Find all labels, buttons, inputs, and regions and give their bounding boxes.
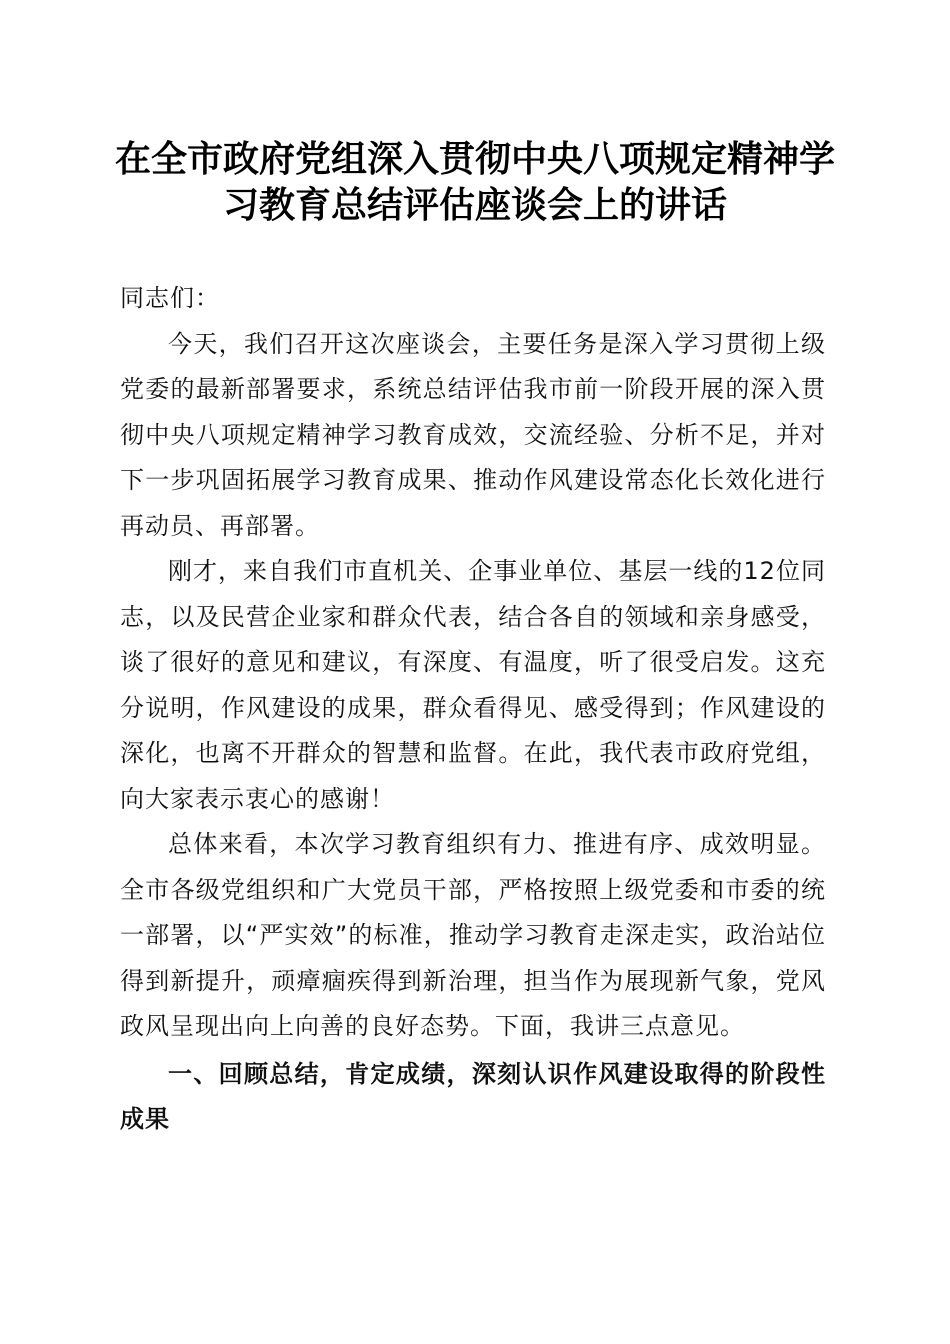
paragraph-3: 总体来看，本次学习教育组织有力、推进有序、成效明显。全市各级党组织和广大党员干部，严格按照上级党委和市委的统一部署，以“严实效”的标准，推动学习教育走深走实，政治站位得到新提升，顽瘴痼疾得到新治理，担当作为展现新气象，党风政风呈现出向上向善的良好态势。下面，我讲三点意见。: [120, 830, 826, 1040]
page-title: [100, 136, 850, 228]
title-line-2: 习教育总结评估座谈会上的讲话: [222, 184, 727, 226]
paragraph-1: 今天，我们召开这次座谈会，主要任务是深入学习贯彻上级党委的最新部署要求，系统总结评估我市前一阶段开展的深入贯彻中央八项规定精神学习教育成效，交流经验、分析不足，并对下一步巩固拓展学习教育成果、推动作风建设常态化长效化进行再动员、再部署。: [120, 329, 826, 540]
title-line-1: 在全市政府党组深入贯彻中央八项规定精神学: [114, 138, 835, 180]
section-heading-1: 一、回顾总结，肯定成绩，深刻认识作风建设取得的阶段性成果: [120, 1059, 826, 1133]
salutation: 同志们：: [120, 284, 220, 312]
paragraph-2: 刚才，来自我们市直机关、企事业单位、基层一线的12位同志，以及民营企业家和群众代表，结合各自的领域和亲身感受，谈了很好的意见和建议，有深度、有温度，听了很受启发。这充分说明，作风建设的成果，群众看得见、感受得到；作风建设的深化，也离不开群众的智慧和监督。在此，我代表市政府党组，向大家表示衷心的感谢！: [120, 557, 826, 813]
document-body: [120, 276, 826, 1143]
